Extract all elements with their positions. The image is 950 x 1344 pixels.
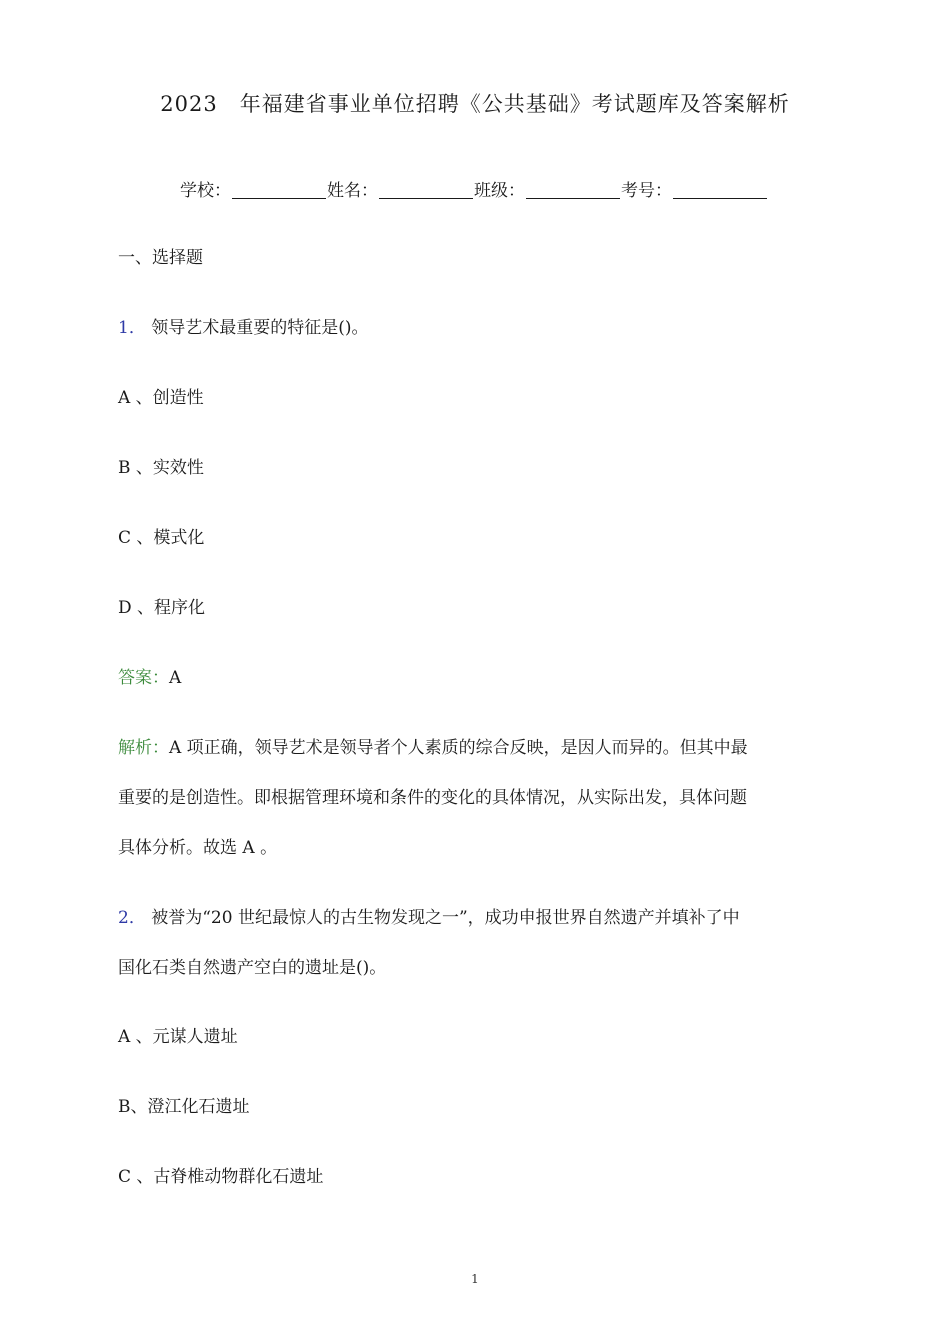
- question-2-option-b: B、澄江化石遗址: [118, 1097, 250, 1117]
- analysis-text: A 项正确，领导艺术是领导者个人素质的综合反映，是因人而异的。但其中最: [169, 738, 748, 758]
- page-title: 2023 年福建省事业单位招聘《公共基础》考试题库及答案解析: [160, 92, 790, 116]
- question-1-number: 1．: [118, 318, 146, 338]
- page-number: 1: [471, 1272, 479, 1286]
- question-1-answer: [118, 666, 181, 690]
- class-label: 班级：: [474, 181, 525, 201]
- answer-label: 答案：: [118, 668, 169, 688]
- question-2-stem-text: 被誉为“20 世纪最惊人的古生物发现之一”，成功申报世界自然遗产并填补了中: [151, 908, 740, 928]
- question-2-option-c: C 、古脊椎动物群化石遗址: [118, 1167, 324, 1187]
- section-heading: 一、选择题: [118, 248, 203, 268]
- question-1-analysis-line-3: 具体分析。故选 A 。: [118, 838, 278, 858]
- question-1-option-b: B 、实效性: [118, 458, 204, 478]
- question-1-stem-text: 领导艺术最重要的特征是()。: [151, 318, 369, 338]
- question-2-number: 2．: [118, 908, 146, 928]
- question-1-analysis-line-2: 重要的是创造性。即根据管理环境和条件的变化的具体情况，从实际出发，具体问题: [118, 788, 747, 808]
- question-1-option-d: D 、程序化: [118, 598, 206, 618]
- exam-number-label: 考号：: [621, 181, 672, 201]
- school-blank: [232, 180, 326, 199]
- school-label: 学校：: [180, 181, 231, 201]
- class-blank: [526, 180, 620, 199]
- student-info-row: [180, 176, 768, 201]
- question-1-analysis-line-1: [118, 736, 748, 760]
- question-2-stem-line-2: 国化石类自然遗产空白的遗址是()。: [118, 958, 387, 978]
- question-1-stem: [118, 316, 369, 340]
- analysis-label: 解析：: [118, 738, 169, 758]
- answer-value: A: [169, 668, 182, 688]
- question-1-option-a: A 、创造性: [118, 388, 204, 408]
- question-2-stem-line-1: [118, 906, 740, 930]
- name-blank: [379, 180, 473, 199]
- name-label: 姓名：: [327, 181, 378, 201]
- question-1-option-c: C 、模式化: [118, 528, 205, 548]
- question-2-option-a: A 、元谋人遗址: [118, 1027, 238, 1047]
- exam-number-blank: [673, 180, 767, 199]
